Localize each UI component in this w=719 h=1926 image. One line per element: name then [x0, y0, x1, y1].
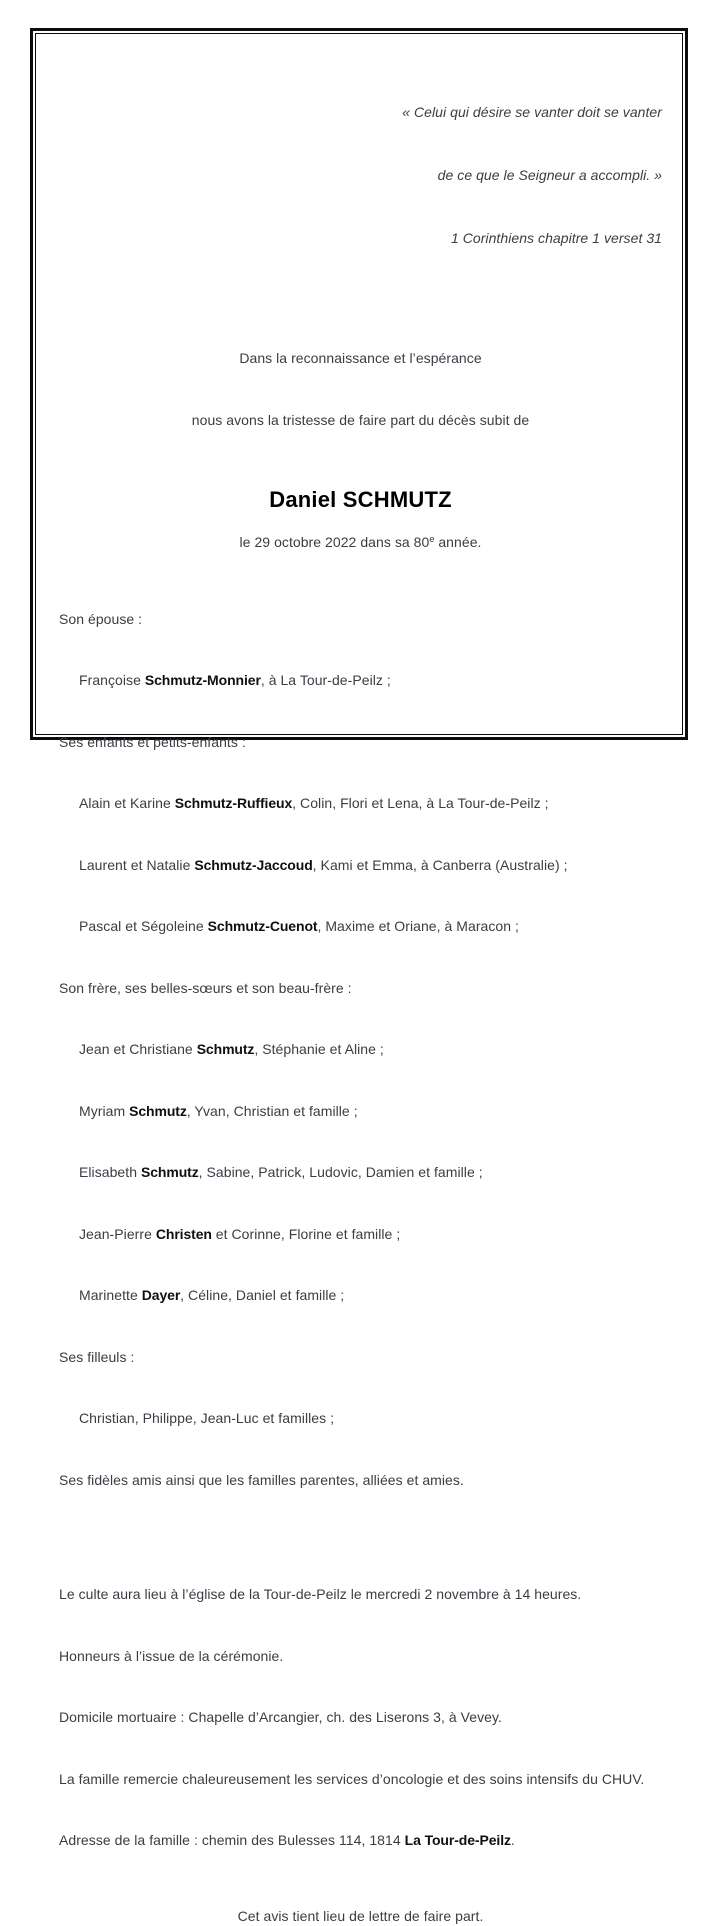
family-line: Ses enfants et petits-enfants : — [59, 732, 662, 753]
intro-line: nous avons la tristesse de faire part du décès subit de — [59, 410, 662, 431]
family-line: Elisabeth Schmutz, Sabine, Patrick, Ludovic, Damien et famille ; — [59, 1162, 662, 1183]
deceased-name: Daniel SCHMUTZ — [59, 485, 662, 514]
surname-bold: Schmutz — [129, 1103, 187, 1119]
surname-bold: Schmutz-Jaccoud — [194, 857, 312, 873]
surname-bold: Christen — [156, 1226, 212, 1242]
surname-bold: Schmutz — [197, 1041, 255, 1057]
family-line: Myriam Schmutz, Yvan, Christian et famille ; — [59, 1101, 662, 1122]
death-date-text: le 29 octobre 2022 dans sa 80 — [240, 534, 430, 550]
quote-line: « Celui qui désire se vanter doit se vanter — [59, 102, 662, 123]
place-bold: La Tour-de-Peilz — [405, 1832, 511, 1848]
document-content — [35, 33, 683, 735]
family-line: Jean et Christiane Schmutz, Stéphanie et Aline ; — [59, 1039, 662, 1060]
family-line: Pascal et Ségoleine Schmutz-Cuenot, Maxime et Oriane, à Maracon ; — [59, 916, 662, 937]
quote-reference: 1 Corinthiens chapitre 1 verset 31 — [59, 228, 662, 249]
announcement-intro — [59, 307, 662, 471]
obituary-page — [0, 0, 719, 774]
family-line: Son frère, ses belles-sœurs et son beau-frère : — [59, 978, 662, 999]
surname-bold: Schmutz-Cuenot — [208, 918, 318, 934]
family-list — [59, 568, 662, 1532]
intro-line: Dans la reconnaissance et l’espérance — [59, 348, 662, 369]
death-date — [59, 529, 662, 553]
surname-bold: Schmutz — [141, 1164, 199, 1180]
ceremony-line: Adresse de la famille : chemin des Bulesses 114, 1814 La Tour-de-Peilz. — [59, 1830, 662, 1851]
quote-line: de ce que le Seigneur a accompli. » — [59, 165, 662, 186]
family-line: Marinette Dayer, Céline, Daniel et famille ; — [59, 1285, 662, 1306]
family-line: Ses filleuls : — [59, 1347, 662, 1368]
ordinal-superscript: e — [429, 534, 434, 544]
family-line: Ses fidèles amis ainsi que les familles parentes, alliées et amies. — [59, 1470, 662, 1491]
closing-note: Cet avis tient lieu de lettre de faire part. — [59, 1906, 662, 1926]
ceremony-details — [59, 1543, 662, 1892]
ceremony-line: Honneurs à l’issue de la cérémonie. — [59, 1646, 662, 1667]
family-line: Jean-Pierre Christen et Corinne, Florine et famille ; — [59, 1224, 662, 1245]
ceremony-line: Domicile mortuaire : Chapelle d’Arcangier, ch. des Liserons 3, à Vevey. — [59, 1707, 662, 1728]
family-line: Son épouse : — [59, 609, 662, 630]
death-date-text: année. — [434, 534, 481, 550]
ceremony-line: La famille remercie chaleureusement les services d’oncologie et des soins intensifs du CHUV. — [59, 1769, 662, 1790]
family-line: Alain et Karine Schmutz-Ruffieux, Colin, Flori et Lena, à La Tour-de-Peilz ; — [59, 793, 662, 814]
surname-bold: Schmutz-Monnier — [145, 672, 261, 688]
scripture-quote — [59, 60, 662, 291]
surname-bold: Schmutz-Ruffieux — [175, 795, 292, 811]
ceremony-line: Le culte aura lieu à l’église de la Tour-de-Peilz le mercredi 2 novembre à 14 heures. — [59, 1584, 662, 1605]
decorative-double-border — [30, 28, 688, 740]
family-line: Françoise Schmutz-Monnier, à La Tour-de-Peilz ; — [59, 670, 662, 691]
surname-bold: Dayer — [142, 1287, 180, 1303]
family-line: Laurent et Natalie Schmutz-Jaccoud, Kami et Emma, à Canberra (Australie) ; — [59, 855, 662, 876]
family-line: Christian, Philippe, Jean-Luc et familles ; — [59, 1408, 662, 1429]
